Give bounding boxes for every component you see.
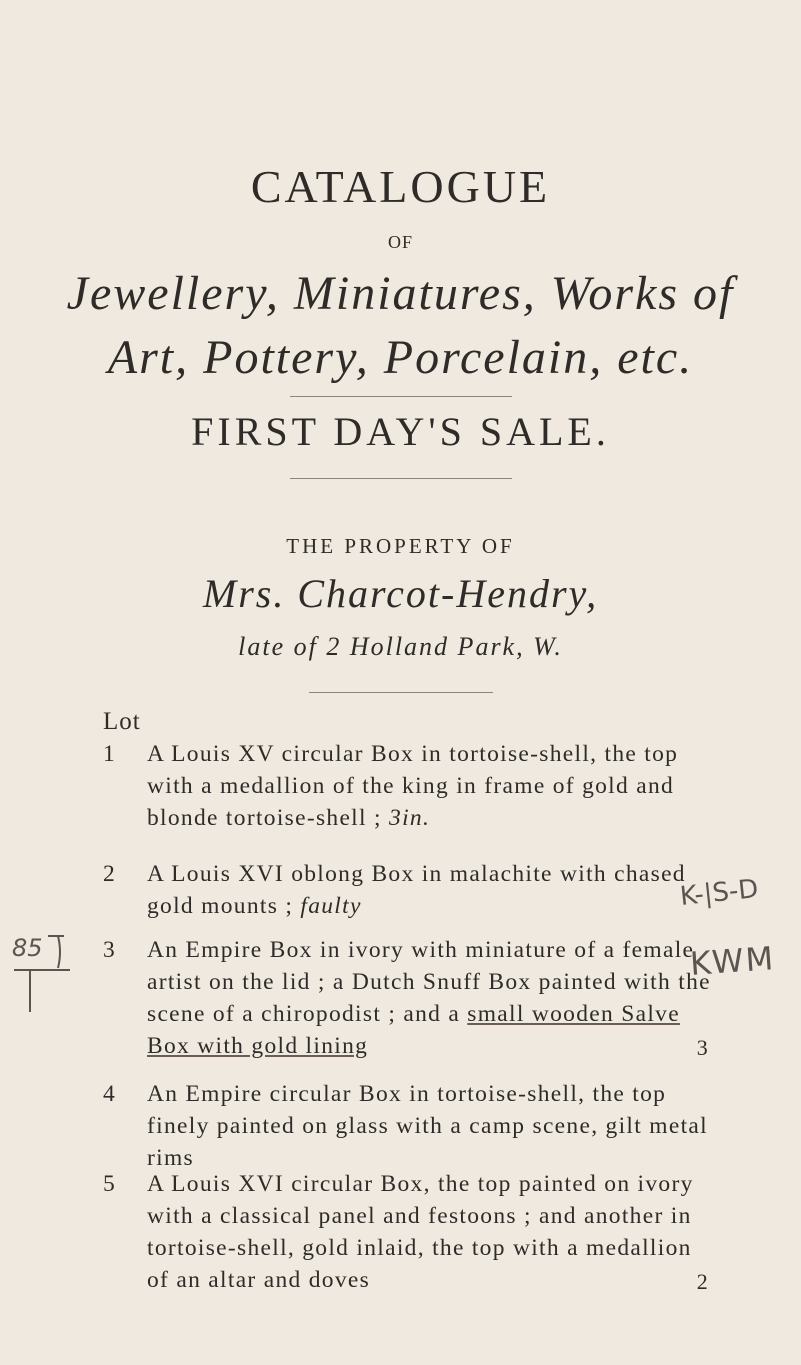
lot-number: 5	[103, 1171, 117, 1197]
lot-number: 4	[103, 1081, 117, 1107]
rule-below-sale	[290, 478, 512, 479]
lot-description: An Empire Box in ivory with miniature of a female artist on the lid ; a Dutch Snuff Box painted with the scene of a chiropodist ; and a small wooden Salve Box with gold lining	[147, 937, 711, 1059]
lot-count: 2	[696, 1269, 709, 1294]
lot-number: 2	[103, 861, 117, 887]
lot-note: faulty	[300, 893, 362, 919]
lot-number: 3	[103, 937, 117, 963]
lot-size: 3in.	[389, 805, 431, 831]
catalogue-subtitle-line1: Jewellery, Miniatures, Works of	[66, 267, 735, 320]
property-label: THE PROPERTY OF	[286, 534, 515, 558]
lot-description: A Louis XV circular Box in tortoise-shell, the top with a medallion of the king in frame of gold and blonde tortoise-shell ; 3in.	[147, 741, 679, 831]
owner-name: Mrs. Charcot-Hendry,	[202, 571, 599, 616]
handwritten-price-left: 85	[12, 934, 43, 962]
catalogue-title: CATALOGUE	[250, 161, 551, 212]
rule-below-address	[309, 692, 493, 693]
lot-item	[103, 858, 703, 928]
lot-description: A Louis XVI circular Box, the top painted on ivory with a classical panel and festoons ; and another in tortoise-shell, gold inlaid, the top with a medallion of an altar and doves	[147, 1171, 694, 1293]
lot-column-header: Lot	[103, 708, 141, 735]
lot-item	[103, 934, 711, 1064]
lot-item	[103, 1168, 709, 1308]
owner-address: late of 2 Holland Park, W.	[238, 632, 563, 661]
sale-heading: FIRST DAY'S SALE.	[191, 409, 610, 454]
catalogue-subtitle-line2: Art, Pottery, Porcelain, etc.	[107, 331, 694, 384]
lot-item	[103, 738, 703, 838]
lot-item	[103, 1078, 708, 1171]
lot-description: An Empire circular Box in tortoise-shell, the top finely painted on glass with a camp scene, gilt metal rims	[147, 1081, 708, 1171]
handwritten-note-right-top: K-|S-D	[678, 873, 760, 913]
lot-description: A Louis XVI oblong Box in malachite with chased gold mounts ; faulty	[147, 861, 686, 919]
catalogue-of: OF	[387, 232, 413, 252]
lot-count: 3	[696, 1035, 709, 1060]
handwritten-note-right-bottom: KWM	[688, 939, 777, 983]
handwritten-bracket-icon	[8, 930, 78, 1020]
rule-above-sale	[290, 396, 512, 397]
lot-number: 1	[103, 741, 117, 767]
